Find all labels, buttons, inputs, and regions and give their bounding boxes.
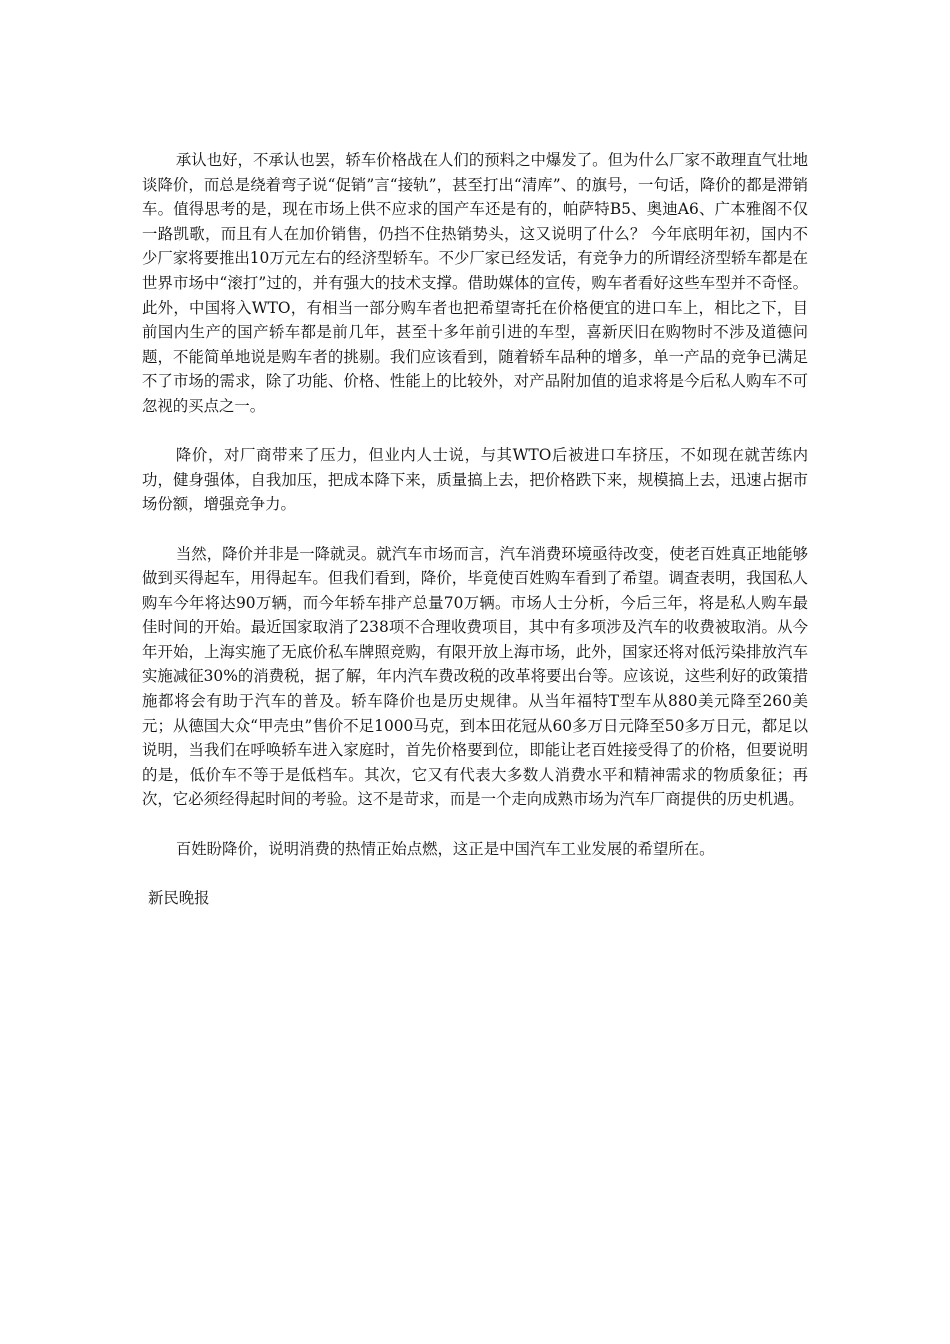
paragraph-3: 当然，降价并非是一降就灵。就汽车市场而言，汽车消费环境亟待改变，使老百姓真正地能够做到买得起车，用得起车。但我们看到，降价，毕竟使百姓购车看到了希望。调查表明，我国私人购车今年将达90万辆，而今年轿车排产总量70万辆。市场人士分析，今后三年，将是私人购车最佳时间的开始。最近国家取消了238项不合理收费项目，其中有多项涉及汽车的收费被取消。从今年开始，上海实施了无底价私车牌照竞购，有限开放上海市场，此外，国家还将对低污染排放汽车实施减征30%的消费税，据了解，年内汽车费改税的改革将要出台等。应该说，这些利好的政策措施都将会有助于汽车的普及。轿车降价也是历史规律。从当年福特T型车从880美元降至260美元；从德国大众“甲壳虫”售价不足1000马克，到本田花冠从60多万日元降至50多万日元，都足以说明，当我们在呼唤轿车进入家庭时，首先价格要到位，即能让老百姓接受得了的价格，但要说明的是，低价车不等于是低档车。其次，它又有代表大多数人消费水平和精神需求的物质象征；再次，它必须经得起时间的考验。这不是苛求，而是一个走向成熟市场为汽车厂商提供的历史机遇。 <box>142 544 808 809</box>
paragraph-1: 承认也好，不承认也罢，轿车价格战在人们的预料之中爆发了。但为什么厂家不敢理直气壮地谈降价，而总是绕着弯子说“促销”言“接轨”，甚至打出“清库”、的旗号，一句话，降价的都是滞销车。值得思考的是，现在市场上供不应求的国产车还是有的，帕萨特B5、奥迪A6、广本雅阁不仅一路凯歌，而且有人在加价销售，仍挡不住热销势头，这又说明了什么？ 今年底明年初，国内不少厂家将要推出10万元左右的经济型轿车。不少厂家已经发话，有竞争力的所谓经济型轿车都是在世界市场中“滚打”过的，并有强大的技术支撑。借助媒体的宣传，购车者看好这些车型并不奇怪。此外，中国将入WTO，有相当一部分购车者也把希望寄托在价格便宜的进口车上，相比之下，目前国内生产的国产轿车都是前几年，甚至十多年前引进的车型，喜新厌旧在购物时不涉及道德问题，不能简单地说是购车者的挑剔。我们应该看到，随着轿车品种的增多，单一产品的竞争已满足不了市场的需求，除了功能、价格、性能上的比较外，对产品附加值的追求将是今后私人购车不可忽视的买点之一。 <box>142 151 808 415</box>
document-body <box>142 148 808 910</box>
paragraph-2: 降价，对厂商带来了压力，但业内人士说，与其WTO后被进口车挤压，不如现在就苦练内功，健身强体，自我加压，把成本降下来，质量搞上去，把价格跌下来，规模搞上去，迅速占据市场份额，增强竞争力。 <box>142 446 808 514</box>
paragraph-4: 百姓盼降价，说明消费的热情正始点燃，这正是中国汽车工业发展的希望所在。 <box>175 839 715 858</box>
source-attribution: 新民晚报 <box>148 888 210 907</box>
